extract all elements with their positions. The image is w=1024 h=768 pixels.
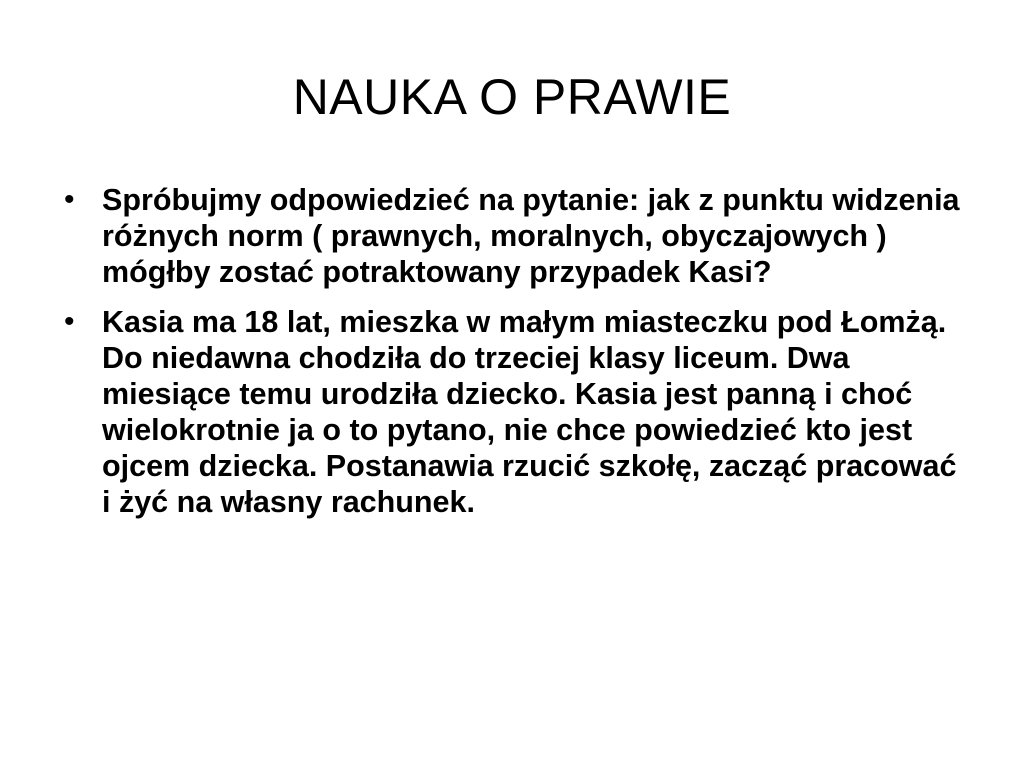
bullet-icon: •: [64, 183, 75, 216]
bullet-item-question: [60, 182, 970, 290]
slide-title: NAUKA O PRAWIE: [292, 69, 732, 125]
bullet-list: [60, 182, 970, 534]
bullet-icon: •: [64, 305, 75, 338]
bullet-item-case-description: [60, 304, 970, 520]
bullet-text: Spróbujmy odpowiedzieć na pytanie: jak z punktu widzenia różnych norm ( prawnych, moralnych, obyczajowych ) mógłby zostać potraktowany przypadek Kasi?: [102, 183, 960, 289]
bullet-text: Kasia ma 18 lat, mieszka w małym miasteczku pod Łomżą. Do niedawna chodziła do trzeciej klasy liceum. Dwa miesiące temu urodziła dziecko. Kasia jest panną i choć wielokrotnie ja o to pytano, nie chce powiedzieć kto jest ojcem dziecka. Postanawia rzucić szkołę, zacząć pracować i żyć na własny rachunek.: [102, 305, 957, 519]
